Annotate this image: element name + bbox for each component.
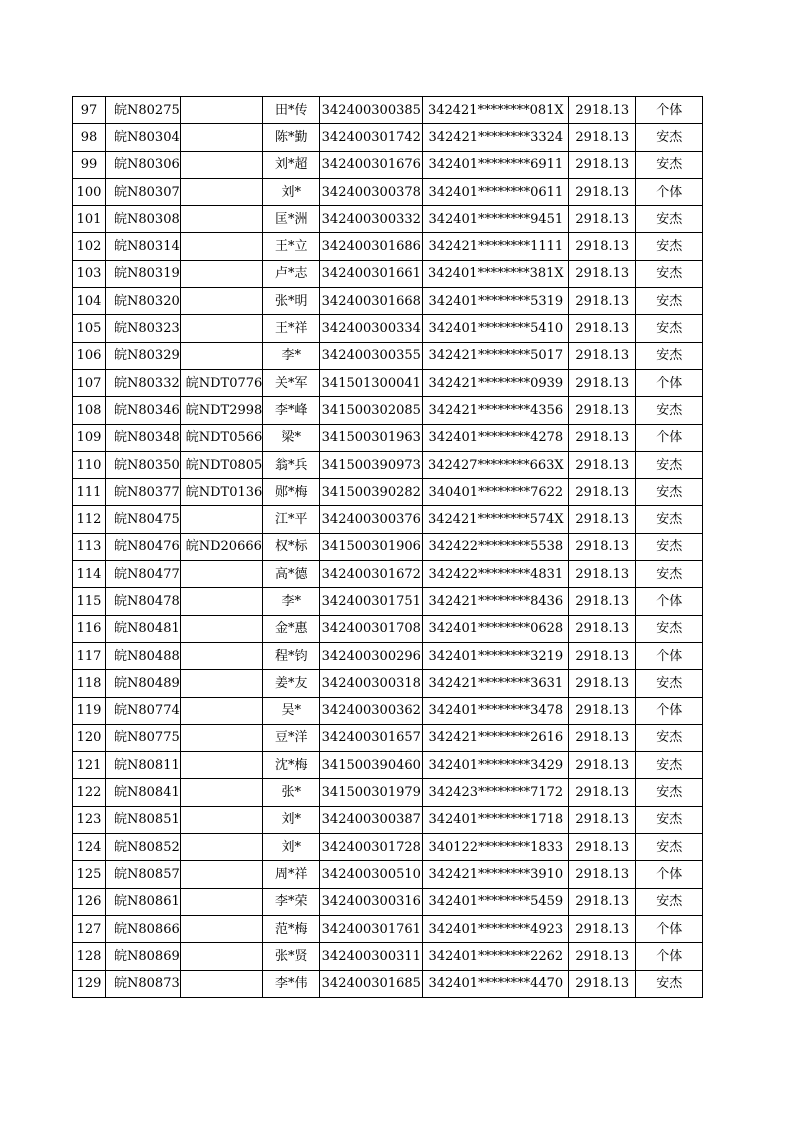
- company-cell: 安杰: [636, 561, 703, 588]
- secondary-plate-cell: [180, 861, 263, 888]
- secondary-plate-cell: [180, 834, 263, 861]
- plate-number-cell: 皖N80308: [106, 206, 181, 233]
- row-index-cell: 128: [73, 943, 106, 970]
- permit-number-cell: 342400300510: [320, 861, 423, 888]
- amount-cell: 2918.13: [569, 479, 636, 506]
- table-row: [73, 315, 703, 342]
- owner-name-cell: 卢*志: [263, 260, 320, 287]
- secondary-plate-cell: [180, 615, 263, 642]
- amount-cell: 2918.13: [569, 206, 636, 233]
- owner-name-cell: 吴*: [263, 697, 320, 724]
- amount-cell: 2918.13: [569, 506, 636, 533]
- permit-number-cell: 341500390460: [320, 752, 423, 779]
- row-index-cell: 102: [73, 233, 106, 260]
- row-index-cell: 103: [73, 260, 106, 287]
- permit-number-cell: 342400301742: [320, 124, 423, 151]
- row-index-cell: 116: [73, 615, 106, 642]
- permit-number-cell: 342400300387: [320, 806, 423, 833]
- permit-number-cell: 342400300311: [320, 943, 423, 970]
- permit-number-cell: 342400301661: [320, 260, 423, 287]
- permit-number-cell: 342400300318: [320, 670, 423, 697]
- company-cell: 个体: [636, 915, 703, 942]
- permit-number-cell: 342400300385: [320, 97, 423, 124]
- table-row: [73, 506, 703, 533]
- company-cell: 安杰: [636, 479, 703, 506]
- table-row: [73, 206, 703, 233]
- row-index-cell: 113: [73, 533, 106, 560]
- plate-number-cell: 皖N80861: [106, 888, 181, 915]
- secondary-plate-cell: [180, 506, 263, 533]
- owner-name-cell: 金*惠: [263, 615, 320, 642]
- row-index-cell: 124: [73, 834, 106, 861]
- amount-cell: 2918.13: [569, 724, 636, 751]
- amount-cell: 2918.13: [569, 697, 636, 724]
- plate-number-cell: 皖N80304: [106, 124, 181, 151]
- owner-name-cell: 郧*梅: [263, 479, 320, 506]
- row-index-cell: 120: [73, 724, 106, 751]
- table-row: [73, 642, 703, 669]
- plate-number-cell: 皖N80869: [106, 943, 181, 970]
- permit-number-cell: 341500390973: [320, 451, 423, 478]
- permit-number-cell: 342400300355: [320, 342, 423, 369]
- id-number-cell: 342401********5319: [423, 288, 569, 315]
- amount-cell: 2918.13: [569, 369, 636, 396]
- secondary-plate-cell: [180, 752, 263, 779]
- amount-cell: 2918.13: [569, 806, 636, 833]
- amount-cell: 2918.13: [569, 424, 636, 451]
- row-index-cell: 111: [73, 479, 106, 506]
- plate-number-cell: 皖N80320: [106, 288, 181, 315]
- company-cell: 个体: [636, 369, 703, 396]
- plate-number-cell: 皖N80307: [106, 178, 181, 205]
- secondary-plate-cell: [180, 288, 263, 315]
- row-index-cell: 107: [73, 369, 106, 396]
- secondary-plate-cell: 皖NDT0776: [180, 369, 263, 396]
- owner-name-cell: 权*标: [263, 533, 320, 560]
- secondary-plate-cell: 皖NDT0136: [180, 479, 263, 506]
- company-cell: 安杰: [636, 506, 703, 533]
- secondary-plate-cell: [180, 561, 263, 588]
- id-number-cell: 342401********0628: [423, 615, 569, 642]
- permit-number-cell: 342400301672: [320, 561, 423, 588]
- permit-number-cell: 341500302085: [320, 397, 423, 424]
- company-cell: 安杰: [636, 779, 703, 806]
- row-index-cell: 125: [73, 861, 106, 888]
- secondary-plate-cell: 皖NDT0805: [180, 451, 263, 478]
- owner-name-cell: 张*: [263, 779, 320, 806]
- secondary-plate-cell: [180, 670, 263, 697]
- amount-cell: 2918.13: [569, 451, 636, 478]
- id-number-cell: 342421********8436: [423, 588, 569, 615]
- row-index-cell: 101: [73, 206, 106, 233]
- secondary-plate-cell: [180, 970, 263, 997]
- plate-number-cell: 皖N80477: [106, 561, 181, 588]
- id-number-cell: 342401********5410: [423, 315, 569, 342]
- owner-name-cell: 陈*勤: [263, 124, 320, 151]
- plate-number-cell: 皖N80306: [106, 151, 181, 178]
- amount-cell: 2918.13: [569, 342, 636, 369]
- plate-number-cell: 皖N80873: [106, 970, 181, 997]
- owner-name-cell: 张*贤: [263, 943, 320, 970]
- table-row: [73, 588, 703, 615]
- id-number-cell: 342401********2262: [423, 943, 569, 970]
- company-cell: 安杰: [636, 124, 703, 151]
- amount-cell: 2918.13: [569, 397, 636, 424]
- company-cell: 安杰: [636, 206, 703, 233]
- company-cell: 安杰: [636, 397, 703, 424]
- row-index-cell: 108: [73, 397, 106, 424]
- owner-name-cell: 张*明: [263, 288, 320, 315]
- permit-number-cell: 341501300041: [320, 369, 423, 396]
- plate-number-cell: 皖N80866: [106, 915, 181, 942]
- id-number-cell: 342401********9451: [423, 206, 569, 233]
- id-number-cell: 342421********4356: [423, 397, 569, 424]
- amount-cell: 2918.13: [569, 615, 636, 642]
- secondary-plate-cell: [180, 178, 263, 205]
- amount-cell: 2918.13: [569, 588, 636, 615]
- company-cell: 个体: [636, 178, 703, 205]
- row-index-cell: 110: [73, 451, 106, 478]
- id-number-cell: 342401********4278: [423, 424, 569, 451]
- table-row: [73, 670, 703, 697]
- id-number-cell: 342421********1111: [423, 233, 569, 260]
- amount-cell: 2918.13: [569, 233, 636, 260]
- owner-name-cell: 周*祥: [263, 861, 320, 888]
- id-number-cell: 342423********7172: [423, 779, 569, 806]
- row-index-cell: 97: [73, 97, 106, 124]
- amount-cell: 2918.13: [569, 178, 636, 205]
- plate-number-cell: 皖N80478: [106, 588, 181, 615]
- amount-cell: 2918.13: [569, 124, 636, 151]
- id-number-cell: 342421********2616: [423, 724, 569, 751]
- id-number-cell: 340401********7622: [423, 479, 569, 506]
- company-cell: 个体: [636, 588, 703, 615]
- plate-number-cell: 皖N80332: [106, 369, 181, 396]
- amount-cell: 2918.13: [569, 834, 636, 861]
- company-cell: 安杰: [636, 834, 703, 861]
- company-cell: 个体: [636, 943, 703, 970]
- table-row: [73, 724, 703, 751]
- secondary-plate-cell: [180, 724, 263, 751]
- plate-number-cell: 皖N80314: [106, 233, 181, 260]
- permit-number-cell: 342400301685: [320, 970, 423, 997]
- table-row: [73, 178, 703, 205]
- id-number-cell: 342401********3219: [423, 642, 569, 669]
- owner-name-cell: 李*: [263, 342, 320, 369]
- id-number-cell: 342422********5538: [423, 533, 569, 560]
- owner-name-cell: 刘*: [263, 834, 320, 861]
- permit-number-cell: 342400301751: [320, 588, 423, 615]
- plate-number-cell: 皖N80350: [106, 451, 181, 478]
- id-number-cell: 342401********6911: [423, 151, 569, 178]
- company-cell: 安杰: [636, 752, 703, 779]
- amount-cell: 2918.13: [569, 752, 636, 779]
- amount-cell: 2918.13: [569, 288, 636, 315]
- company-cell: 个体: [636, 424, 703, 451]
- table-row: [73, 752, 703, 779]
- company-cell: 安杰: [636, 533, 703, 560]
- permit-number-cell: 342400301686: [320, 233, 423, 260]
- data-table: [72, 96, 703, 998]
- company-cell: 安杰: [636, 260, 703, 287]
- table-row: [73, 479, 703, 506]
- table-row: [73, 806, 703, 833]
- id-number-cell: 342421********5017: [423, 342, 569, 369]
- owner-name-cell: 豆*洋: [263, 724, 320, 751]
- amount-cell: 2918.13: [569, 561, 636, 588]
- id-number-cell: 342401********5459: [423, 888, 569, 915]
- secondary-plate-cell: [180, 342, 263, 369]
- plate-number-cell: 皖N80476: [106, 533, 181, 560]
- permit-number-cell: 341500390282: [320, 479, 423, 506]
- row-index-cell: 117: [73, 642, 106, 669]
- secondary-plate-cell: [180, 151, 263, 178]
- secondary-plate-cell: [180, 943, 263, 970]
- row-index-cell: 112: [73, 506, 106, 533]
- table-row: [73, 861, 703, 888]
- table-row: [73, 288, 703, 315]
- amount-cell: 2918.13: [569, 97, 636, 124]
- amount-cell: 2918.13: [569, 670, 636, 697]
- owner-name-cell: 刘*: [263, 178, 320, 205]
- amount-cell: 2918.13: [569, 915, 636, 942]
- amount-cell: 2918.13: [569, 151, 636, 178]
- plate-number-cell: 皖N80329: [106, 342, 181, 369]
- owner-name-cell: 关*军: [263, 369, 320, 396]
- table-row: [73, 915, 703, 942]
- plate-number-cell: 皖N80852: [106, 834, 181, 861]
- row-index-cell: 129: [73, 970, 106, 997]
- owner-name-cell: 梁*: [263, 424, 320, 451]
- plate-number-cell: 皖N80841: [106, 779, 181, 806]
- row-index-cell: 98: [73, 124, 106, 151]
- permit-number-cell: 342400300296: [320, 642, 423, 669]
- id-number-cell: 342421********3631: [423, 670, 569, 697]
- row-index-cell: 122: [73, 779, 106, 806]
- owner-name-cell: 李*伟: [263, 970, 320, 997]
- row-index-cell: 127: [73, 915, 106, 942]
- company-cell: 个体: [636, 97, 703, 124]
- id-number-cell: 342401********3429: [423, 752, 569, 779]
- secondary-plate-cell: [180, 260, 263, 287]
- amount-cell: 2918.13: [569, 888, 636, 915]
- plate-number-cell: 皖N80346: [106, 397, 181, 424]
- table-row: [73, 233, 703, 260]
- amount-cell: 2918.13: [569, 533, 636, 560]
- table-row: [73, 369, 703, 396]
- secondary-plate-cell: [180, 315, 263, 342]
- company-cell: 安杰: [636, 451, 703, 478]
- permit-number-cell: 342400301728: [320, 834, 423, 861]
- plate-number-cell: 皖N80377: [106, 479, 181, 506]
- secondary-plate-cell: [180, 642, 263, 669]
- owner-name-cell: 程*钧: [263, 642, 320, 669]
- table-body: [73, 97, 703, 998]
- company-cell: 安杰: [636, 670, 703, 697]
- secondary-plate-cell: 皖NDT2998: [180, 397, 263, 424]
- permit-number-cell: 341500301979: [320, 779, 423, 806]
- plate-number-cell: 皖N80774: [106, 697, 181, 724]
- id-number-cell: 342421********3324: [423, 124, 569, 151]
- row-index-cell: 109: [73, 424, 106, 451]
- table-row: [73, 342, 703, 369]
- row-index-cell: 115: [73, 588, 106, 615]
- owner-name-cell: 高*德: [263, 561, 320, 588]
- owner-name-cell: 李*荣: [263, 888, 320, 915]
- permit-number-cell: 342400301761: [320, 915, 423, 942]
- table-row: [73, 779, 703, 806]
- company-cell: 安杰: [636, 724, 703, 751]
- id-number-cell: 342401********0611: [423, 178, 569, 205]
- owner-name-cell: 范*梅: [263, 915, 320, 942]
- id-number-cell: 342427********663X: [423, 451, 569, 478]
- permit-number-cell: 341500301906: [320, 533, 423, 560]
- amount-cell: 2918.13: [569, 943, 636, 970]
- permit-number-cell: 342400301657: [320, 724, 423, 751]
- row-index-cell: 114: [73, 561, 106, 588]
- amount-cell: 2918.13: [569, 315, 636, 342]
- company-cell: 安杰: [636, 233, 703, 260]
- permit-number-cell: 342400301708: [320, 615, 423, 642]
- table-row: [73, 397, 703, 424]
- id-number-cell: 342421********081X: [423, 97, 569, 124]
- table-row: [73, 943, 703, 970]
- plate-number-cell: 皖N80489: [106, 670, 181, 697]
- id-number-cell: 342421********0939: [423, 369, 569, 396]
- id-number-cell: 342401********4923: [423, 915, 569, 942]
- id-number-cell: 342401********381X: [423, 260, 569, 287]
- plate-number-cell: 皖N80775: [106, 724, 181, 751]
- table-row: [73, 970, 703, 997]
- table-row: [73, 533, 703, 560]
- row-index-cell: 106: [73, 342, 106, 369]
- company-cell: 安杰: [636, 888, 703, 915]
- table-row: [73, 615, 703, 642]
- row-index-cell: 104: [73, 288, 106, 315]
- owner-name-cell: 翁*兵: [263, 451, 320, 478]
- row-index-cell: 99: [73, 151, 106, 178]
- permit-number-cell: 342400300362: [320, 697, 423, 724]
- company-cell: 安杰: [636, 315, 703, 342]
- id-number-cell: 342421********574X: [423, 506, 569, 533]
- id-number-cell: 342401********4470: [423, 970, 569, 997]
- company-cell: 安杰: [636, 806, 703, 833]
- owner-name-cell: 李*峰: [263, 397, 320, 424]
- table-row: [73, 561, 703, 588]
- row-index-cell: 126: [73, 888, 106, 915]
- permit-number-cell: 342400300378: [320, 178, 423, 205]
- secondary-plate-cell: [180, 97, 263, 124]
- row-index-cell: 119: [73, 697, 106, 724]
- id-number-cell: 342401********3478: [423, 697, 569, 724]
- plate-number-cell: 皖N80348: [106, 424, 181, 451]
- owner-name-cell: 王*立: [263, 233, 320, 260]
- secondary-plate-cell: [180, 915, 263, 942]
- company-cell: 安杰: [636, 970, 703, 997]
- amount-cell: 2918.13: [569, 260, 636, 287]
- amount-cell: 2918.13: [569, 642, 636, 669]
- amount-cell: 2918.13: [569, 779, 636, 806]
- secondary-plate-cell: [180, 588, 263, 615]
- owner-name-cell: 姜*友: [263, 670, 320, 697]
- plate-number-cell: 皖N80488: [106, 642, 181, 669]
- table-row: [73, 424, 703, 451]
- secondary-plate-cell: [180, 779, 263, 806]
- permit-number-cell: 342400300316: [320, 888, 423, 915]
- permit-number-cell: 342400300332: [320, 206, 423, 233]
- secondary-plate-cell: [180, 206, 263, 233]
- row-index-cell: 118: [73, 670, 106, 697]
- plate-number-cell: 皖N80811: [106, 752, 181, 779]
- table-row: [73, 888, 703, 915]
- company-cell: 安杰: [636, 151, 703, 178]
- permit-number-cell: 342400300334: [320, 315, 423, 342]
- amount-cell: 2918.13: [569, 970, 636, 997]
- table-row: [73, 697, 703, 724]
- owner-name-cell: 王*祥: [263, 315, 320, 342]
- company-cell: 安杰: [636, 288, 703, 315]
- plate-number-cell: 皖N80481: [106, 615, 181, 642]
- owner-name-cell: 刘*超: [263, 151, 320, 178]
- company-cell: 个体: [636, 861, 703, 888]
- company-cell: 安杰: [636, 615, 703, 642]
- secondary-plate-cell: 皖ND20666: [180, 533, 263, 560]
- owner-name-cell: 田*传: [263, 97, 320, 124]
- row-index-cell: 100: [73, 178, 106, 205]
- secondary-plate-cell: 皖NDT0566: [180, 424, 263, 451]
- row-index-cell: 123: [73, 806, 106, 833]
- permit-number-cell: 342400301676: [320, 151, 423, 178]
- table-row: [73, 260, 703, 287]
- plate-number-cell: 皖N80319: [106, 260, 181, 287]
- table-row: [73, 451, 703, 478]
- id-number-cell: 342421********3910: [423, 861, 569, 888]
- id-number-cell: 342422********4831: [423, 561, 569, 588]
- secondary-plate-cell: [180, 697, 263, 724]
- company-cell: 个体: [636, 697, 703, 724]
- company-cell: 个体: [636, 642, 703, 669]
- permit-number-cell: 341500301963: [320, 424, 423, 451]
- table-row: [73, 151, 703, 178]
- plate-number-cell: 皖N80275: [106, 97, 181, 124]
- secondary-plate-cell: [180, 888, 263, 915]
- row-index-cell: 105: [73, 315, 106, 342]
- secondary-plate-cell: [180, 806, 263, 833]
- owner-name-cell: 李*: [263, 588, 320, 615]
- plate-number-cell: 皖N80475: [106, 506, 181, 533]
- secondary-plate-cell: [180, 124, 263, 151]
- owner-name-cell: 江*平: [263, 506, 320, 533]
- id-number-cell: 340122********1833: [423, 834, 569, 861]
- plate-number-cell: 皖N80851: [106, 806, 181, 833]
- secondary-plate-cell: [180, 233, 263, 260]
- table-row: [73, 124, 703, 151]
- table-row: [73, 834, 703, 861]
- id-number-cell: 342401********1718: [423, 806, 569, 833]
- owner-name-cell: 沈*梅: [263, 752, 320, 779]
- plate-number-cell: 皖N80323: [106, 315, 181, 342]
- owner-name-cell: 刘*: [263, 806, 320, 833]
- amount-cell: 2918.13: [569, 861, 636, 888]
- owner-name-cell: 匡*洲: [263, 206, 320, 233]
- table-row: [73, 97, 703, 124]
- row-index-cell: 121: [73, 752, 106, 779]
- permit-number-cell: 342400300376: [320, 506, 423, 533]
- permit-number-cell: 342400301668: [320, 288, 423, 315]
- plate-number-cell: 皖N80857: [106, 861, 181, 888]
- company-cell: 安杰: [636, 342, 703, 369]
